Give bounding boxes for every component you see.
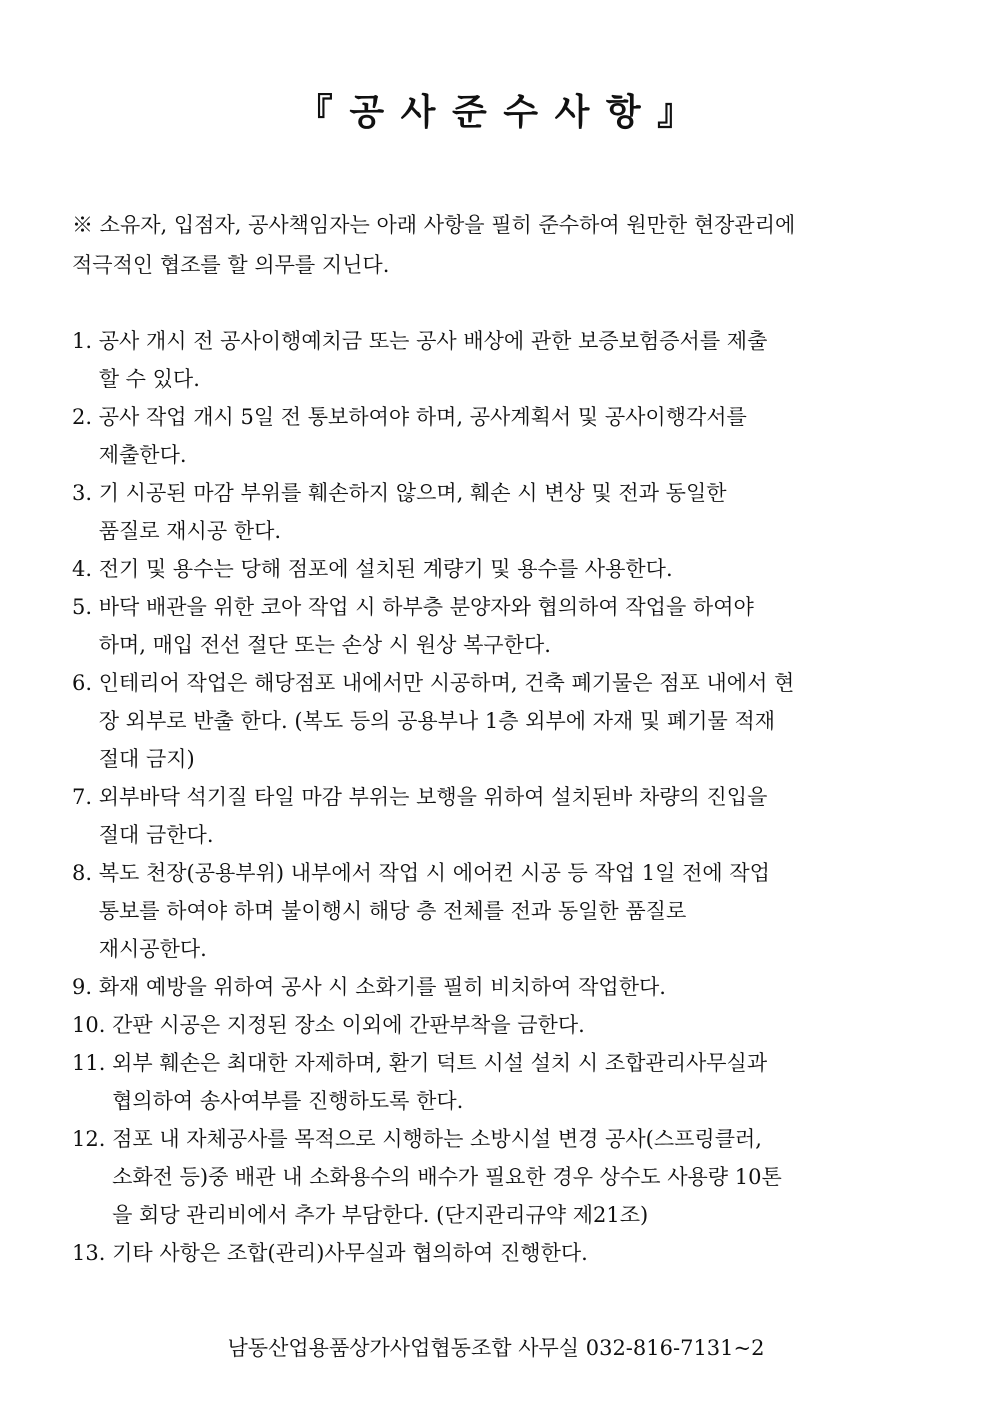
item-text-line: 공사 작업 개시 5일 전 통보하여야 하며, 공사계획서 및 공사이행각서를 (98, 405, 747, 429)
item-text-line: 소화전 등)중 배관 내 소화용수의 배수가 필요한 경우 상수도 사용량 10톤 (112, 1165, 782, 1189)
item-text-line: 외부 훼손은 최대한 자제하며, 환기 덕트 시설 설치 시 조합관리사무실과 (112, 1051, 768, 1075)
item-text-line: 품질로 재시공 한다. (98, 519, 282, 543)
item-text-line: 협의하여 송사여부를 진행하도록 한다. (112, 1089, 464, 1113)
item-number: 2. (72, 405, 99, 429)
list-item (72, 474, 932, 550)
item-text-line: 제출한다. (98, 443, 187, 467)
list-item (72, 1234, 932, 1272)
item-number: 11. (72, 1051, 113, 1075)
item-text-line: 간판 시공은 지정된 장소 이외에 간판부착을 금한다. (112, 1013, 585, 1037)
item-text-line: 공사 개시 전 공사이행예치금 또는 공사 배상에 관한 보증보험증서를 제출 (98, 329, 768, 353)
item-number: 1. (72, 329, 99, 353)
item-text (99, 550, 932, 588)
item-number: 9. (72, 975, 99, 999)
list-item (72, 1120, 932, 1234)
page-title: 『 공 사 준 수 사 항 』 (296, 92, 696, 133)
footer-contact: 남동산업용품상가사업협동조합 사무실 032-816-7131~2 (227, 1336, 765, 1360)
item-text-line: 복도 천장(공용부위) 내부에서 작업 시 에어컨 시공 등 작업 1일 전에 작업 (98, 861, 770, 885)
intro-paragraph (72, 205, 932, 285)
item-number: 6. (72, 671, 99, 695)
list-item (72, 588, 932, 664)
item-number: 3. (72, 481, 99, 505)
item-text (99, 588, 932, 664)
item-text (99, 854, 932, 968)
item-text-line: 바닥 배관을 위한 코아 작업 시 하부층 분양자와 협의하여 작업을 하여야 (98, 595, 754, 619)
item-text (99, 322, 932, 398)
item-text-line: 통보를 하여야 하며 불이행시 해당 층 전체를 전과 동일한 품질로 (98, 899, 687, 923)
item-text-line: 재시공한다. (98, 937, 207, 961)
intro-line-1: ※ 소유자, 입점자, 공사책임자는 아래 사항을 필히 준수하여 원만한 현장관리에 (72, 213, 796, 237)
item-text (99, 474, 932, 550)
list-item (72, 664, 932, 778)
item-text-line: 화재 예방을 위하여 공사 시 소화기를 필히 비치하여 작업한다. (98, 975, 666, 999)
item-text (99, 664, 932, 778)
list-item (72, 398, 932, 474)
item-text-line: 절대 금지) (98, 747, 195, 771)
item-text (99, 778, 932, 854)
item-text (112, 1006, 932, 1044)
item-text (112, 1234, 932, 1272)
list-item (72, 1044, 932, 1120)
list-item (72, 778, 932, 854)
item-text-line: 을 회당 관리비에서 추가 부담한다. (단지관리규약 제21조) (112, 1203, 649, 1227)
item-text-line: 할 수 있다. (98, 367, 200, 391)
item-number: 7. (72, 785, 99, 809)
intro-line-2: 적극적인 협조를 할 의무를 지닌다. (72, 253, 390, 277)
item-text-line: 기타 사항은 조합(관리)사무실과 협의하여 진행한다. (112, 1241, 588, 1265)
item-text-line: 전기 및 용수는 당해 점포에 설치된 계량기 및 용수를 사용한다. (98, 557, 673, 581)
item-text-line: 인테리어 작업은 해당점포 내에서만 시공하며, 건축 폐기물은 점포 내에서 현 (98, 671, 795, 695)
item-text-line: 기 시공된 마감 부위를 훼손하지 않으며, 훼손 시 변상 및 전과 동일한 (98, 481, 727, 505)
item-number: 10. (72, 1013, 113, 1037)
list-item (72, 854, 932, 968)
list-item (72, 322, 932, 398)
item-number: 12. (72, 1127, 113, 1151)
list-item (72, 968, 932, 1006)
list-item (72, 1006, 932, 1044)
item-text (112, 1044, 932, 1120)
item-text-line: 하며, 매입 전선 절단 또는 손상 시 원상 복구한다. (98, 633, 551, 657)
item-text (112, 1120, 932, 1234)
item-number: 5. (72, 595, 99, 619)
item-number: 13. (72, 1241, 113, 1265)
item-text (99, 968, 932, 1006)
list-item (72, 550, 932, 588)
item-text-line: 절대 금한다. (98, 823, 214, 847)
item-text-line: 장 외부로 반출 한다. (복도 등의 공용부나 1층 외부에 자재 및 폐기물 적재 (98, 709, 776, 733)
item-number: 8. (72, 861, 99, 885)
item-number: 4. (72, 557, 99, 581)
item-text-line: 외부바닥 석기질 타일 마감 부위는 보행을 위하여 설치된바 차량의 진입을 (98, 785, 768, 809)
item-text-line: 점포 내 자체공사를 목적으로 시행하는 소방시설 변경 공사(스프링클러, (112, 1127, 762, 1151)
rules-list (72, 322, 932, 1272)
item-text (99, 398, 932, 474)
